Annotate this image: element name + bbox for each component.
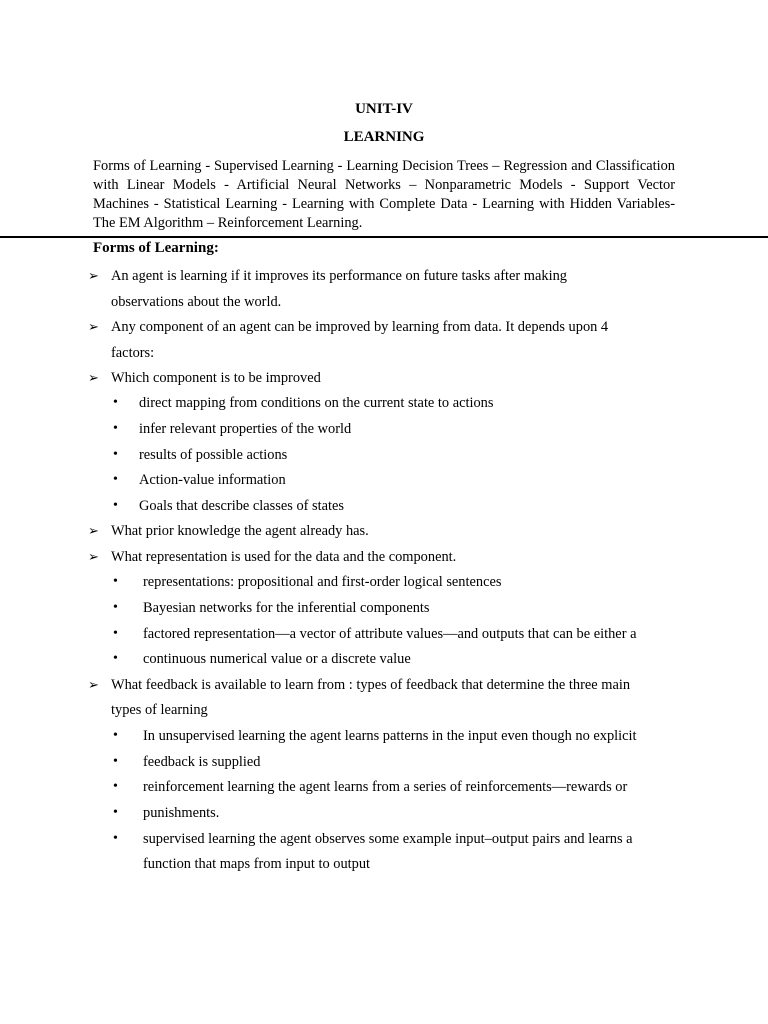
sub-list-item-text: In unsupervised learning the agent learns patterns in the input even though no explicit — [143, 728, 637, 744]
bullet-icon: • — [113, 498, 118, 513]
sub-list-item-text: Bayesian networks for the inferential components — [143, 600, 430, 616]
bullet-icon: • — [113, 779, 118, 794]
list-item-text: What representation is used for the data and the component. — [111, 549, 457, 565]
arrow-bullet-icon: ➢ — [88, 268, 99, 283]
bullet-icon: • — [113, 754, 118, 769]
list-item-text: types of learning — [111, 702, 208, 718]
horizontal-divider — [0, 236, 768, 238]
list-item-text: factors: — [111, 345, 155, 361]
section-heading: Forms of Learning: — [93, 240, 219, 256]
bullet-icon: • — [113, 600, 118, 615]
bullet-icon: • — [113, 728, 118, 743]
bullet-icon: • — [113, 626, 118, 641]
syllabus-paragraph: Forms of Learning - Supervised Learning - Learning Decision Trees – Regression and Classification with Linear Models - Artificial Neural Networks – Nonparametric Models - Support Vector Machines - Statistical Learning - Learning with Complete Data - Learning with Hidden Variables- The EM Algorithm – Reinforcement Learning. — [93, 158, 675, 231]
bullet-icon: • — [113, 421, 118, 436]
arrow-bullet-icon: ➢ — [88, 549, 99, 564]
list-item-text: What prior knowledge the agent already has. — [111, 523, 369, 539]
sub-list-item-text: results of possible actions — [139, 447, 288, 463]
bullet-icon: • — [113, 574, 118, 589]
sub-list-item-text: feedback is supplied — [143, 754, 261, 770]
sub-list-item-text: function that maps from input to output — [143, 856, 371, 872]
list-item-text: Which component is to be improved — [111, 370, 321, 386]
sub-list-item-text: Goals that describe classes of states — [139, 498, 345, 514]
sub-list-item-text: direct mapping from conditions on the current state to actions — [139, 395, 494, 411]
bullet-icon: • — [113, 805, 118, 820]
bullet-icon: • — [113, 447, 118, 462]
arrow-bullet-icon: ➢ — [88, 370, 99, 385]
arrow-bullet-icon: ➢ — [88, 319, 99, 334]
list-item-text: An agent is learning if it improves its performance on future tasks after making — [111, 268, 567, 284]
arrow-bullet-icon: ➢ — [88, 523, 99, 538]
sub-list-item-text: continuous numerical value or a discrete value — [143, 651, 411, 667]
sub-list-item-text: factored representation—a vector of attribute values—and outputs that can be either a — [143, 626, 637, 642]
bullet-icon: • — [113, 831, 118, 846]
list-item-text: What feedback is available to learn from : types of feedback that determine the three main — [111, 677, 631, 693]
unit-number: UNIT-IV — [355, 101, 413, 117]
bullet-icon: • — [113, 651, 118, 666]
list-item-text: Any component of an agent can be improved by learning from data. It depends upon 4 — [111, 319, 609, 335]
arrow-bullet-icon: ➢ — [88, 677, 99, 692]
sub-list-item-text: representations: propositional and first-order logical sentences — [143, 574, 502, 590]
page-title: LEARNING — [343, 129, 425, 145]
sub-list-item-text: reinforcement learning the agent learns from a series of reinforcements—rewards or — [143, 779, 628, 795]
sub-list-item-text: punishments. — [143, 805, 220, 821]
sub-list-item-text: Action-value information — [139, 472, 286, 488]
sub-list-item-text: supervised learning the agent observes some example input–output pairs and learns a — [143, 831, 633, 847]
sub-list-item-text: infer relevant properties of the world — [139, 421, 352, 437]
list-item-text: observations about the world. — [111, 294, 282, 310]
bullet-icon: • — [113, 395, 118, 410]
bullet-icon: • — [113, 472, 118, 487]
